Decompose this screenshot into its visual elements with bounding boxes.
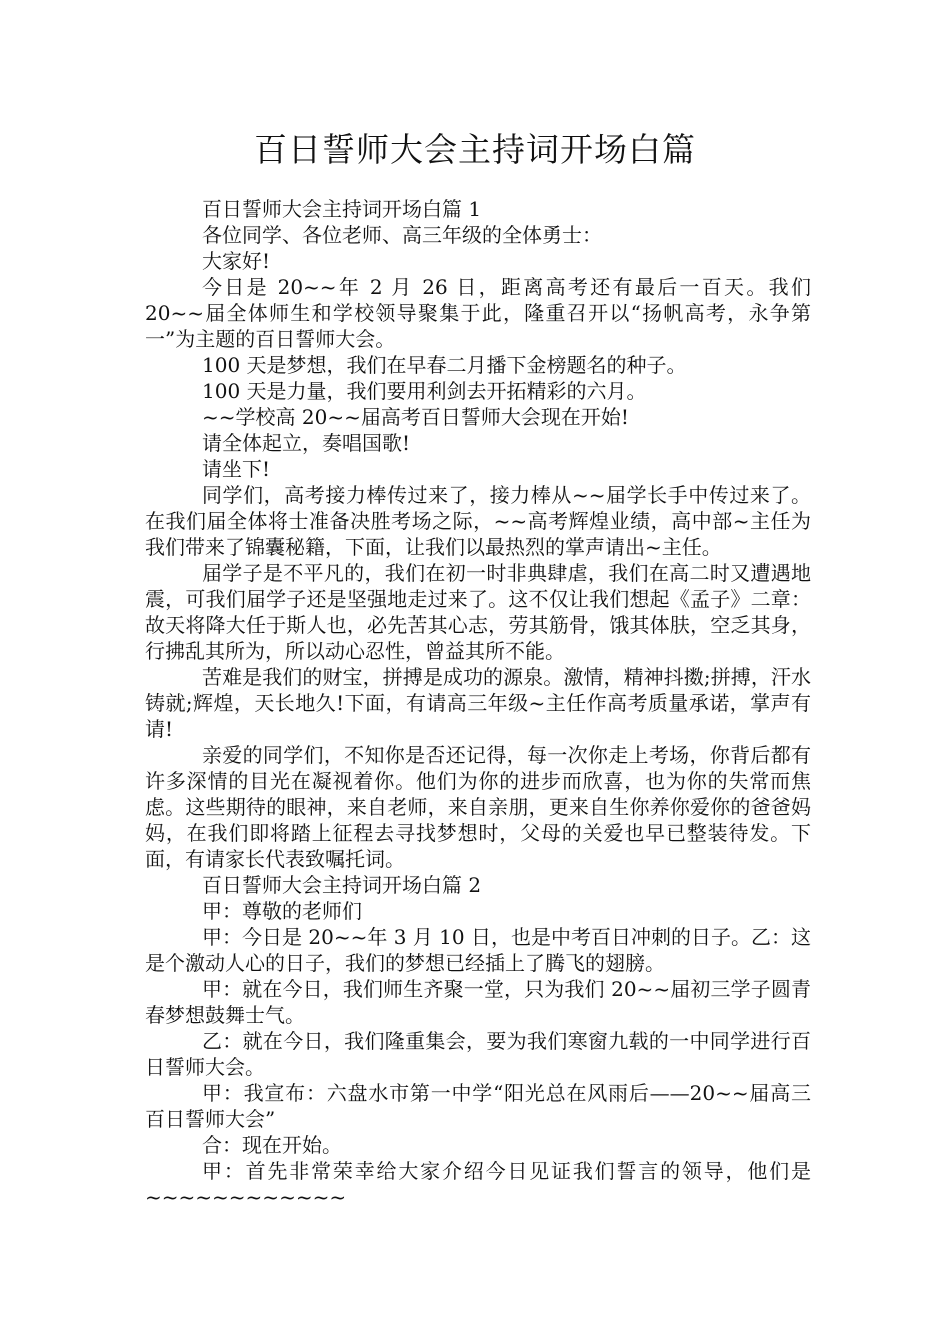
paragraph: 甲：首先非常荣幸给大家介绍今日见证我们誓言的领导，他们是~~~~~~~~~~~~ — [145, 1159, 811, 1209]
paragraph: 乙：就在今日，我们隆重集会，要为我们寒窗九载的一中同学进行百日誓师大会。 — [145, 1029, 811, 1079]
paragraph: 甲：尊敬的老师们 — [202, 899, 362, 923]
paragraph: 甲：就在今日，我们师生齐聚一堂，只为我们 20~~届初三学子圆青春梦想鼓舞士气。 — [145, 977, 811, 1027]
paragraph: 请坐下! — [202, 457, 271, 481]
document-body — [145, 196, 811, 1210]
paragraph: 100 天是梦想，我们在早春二月播下金榜题名的种子。 — [202, 353, 687, 377]
paragraph: 100 天是力量，我们要用利剑去开拓精彩的六月。 — [202, 379, 647, 403]
paragraph: 合：现在开始。 — [202, 1133, 342, 1157]
paragraph: 苦难是我们的财宝，拼搏是成功的源泉。激情，精神抖擞;拼搏，汗水铸就;辉煌，天长地久!下面，有请高三年级~主任作高考质量承诺，掌声有请! — [145, 665, 811, 741]
paragraph: 各位同学、各位老师、高三年级的全体勇士： — [202, 223, 602, 247]
paragraph: 亲爱的同学们，不知你是否还记得，每一次你走上考场，你背后都有许多深情的目光在凝视着你。他们为你的进步而欣喜，也为你的失常而焦虑。这些期待的眼神，来自老师，来自亲朋，更来自生你养你爱你的爸爸妈妈，在我们即将踏上征程去寻找梦想时，父母的关爱也早已整装待发。下面，有请家长代表致嘱托词。 — [145, 743, 811, 871]
paragraph: 甲：今日是 20~~年 3 月 10 日，也是中考百日冲刺的日子。乙：这是个激动人心的日子，我们的梦想已经插上了腾飞的翅膀。 — [145, 925, 811, 975]
paragraph: 甲：我宣布：六盘水市第一中学“阳光总在风雨后——20~~届高三百日誓师大会” — [145, 1081, 811, 1131]
paragraph: 同学们，高考接力棒传过来了，接力棒从~~届学长手中传过来了。在我们届全体将士准备决胜考场之际，~~高考辉煌业绩，高中部~主任为我们带来了锦囊秘籍，下面，让我们以最热烈的掌声请出~主任。 — [145, 483, 811, 559]
paragraph: 届学子是不平凡的，我们在初一时非典肆虐，我们在高二时又遭遇地震，可我们届学子还是坚强地走过来了。这不仅让我们想起《孟子》二章：故天将降大任于斯人也，必先苦其心志，劳其筋骨，饿其体肤，空乏其身，行拂乱其所为，所以动心忍性，曾益其所不能。 — [145, 561, 811, 663]
paragraph: 百日誓师大会主持词开场白篇 1 — [202, 197, 482, 221]
paragraph: ~~学校高 20~~届高考百日誓师大会现在开始! — [202, 405, 629, 429]
paragraph: 今日是 20~~年 2 月 26 日，距离高考还有最后一百天。我们 20~~届全体师生和学校领导聚集于此，隆重召开以“扬帆高考，永争第一”为主题的百日誓师大会。 — [145, 275, 811, 351]
document-title: 百日誓师大会主持词开场白篇 — [254, 130, 696, 169]
paragraph: 百日誓师大会主持词开场白篇 2 — [202, 873, 482, 897]
paragraph: 请全体起立，奏唱国歌! — [202, 431, 411, 455]
paragraph: 大家好! — [202, 249, 271, 273]
